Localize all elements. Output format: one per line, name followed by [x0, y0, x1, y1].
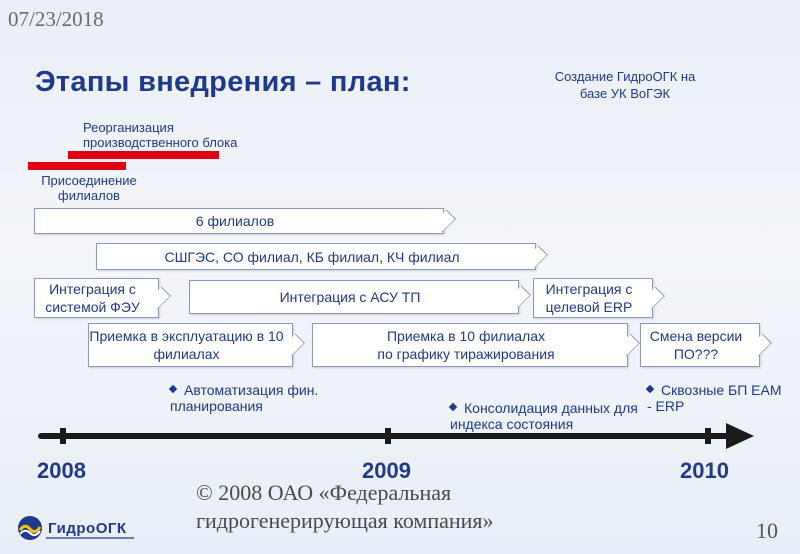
logo-emblem-icon [16, 514, 44, 542]
join-bar [28, 162, 126, 170]
milestone-eam-erp [647, 382, 787, 414]
bar-replication-label-1: Приемка в 10 филиалах [386, 328, 546, 344]
milestone-fin-planning-text: Автоматизация фин. планирования [170, 382, 319, 414]
bar-4-branches-label: СШГЭС, СО филиал, КБ филиал, КЧ филиал [164, 248, 460, 265]
bar-replication-label-2: по графику тиражирования [377, 346, 555, 362]
bar-feu-integration [34, 278, 159, 318]
reorg-bar [68, 151, 219, 159]
milestone-consolidation-text: Консолидация данных для индекса состояния [450, 400, 638, 432]
tick-2008 [60, 428, 66, 444]
slide-date: 07/23/2018 [8, 7, 104, 31]
tick-2010 [705, 428, 711, 444]
top-note: Создание ГидроОГК на базе УК ВоГЭК [554, 69, 696, 101]
year-2010: 2010 [680, 458, 729, 483]
bar-erp-integration [533, 278, 653, 318]
bar-acceptance-10-label: Приемка в эксплуатацию в 10 филиалах [89, 328, 284, 362]
bar-feu-integration-label: Интеграция с системой ФЭУ [45, 281, 140, 315]
company-logo [16, 513, 136, 543]
reorg-label: Реорганизация производственного блока [83, 120, 238, 150]
logo-underline [46, 537, 134, 539]
diamond-bullet-icon [169, 385, 177, 393]
year-2008: 2008 [37, 458, 86, 483]
bar-asu-integration [189, 280, 519, 314]
bar-6-branches [34, 208, 444, 234]
bar-asu-integration-label: Интеграция с АСУ ТП [279, 289, 421, 305]
diamond-bullet-icon [449, 403, 457, 411]
bar-6-branches-label: 6 филиалов [195, 213, 275, 229]
bar-replication [312, 323, 628, 367]
diamond-bullet-icon [646, 385, 654, 393]
bar-erp-integration-label: Интеграция с целевой ERP [545, 281, 633, 315]
year-2009: 2009 [362, 458, 411, 483]
page-number: 10 [756, 518, 778, 543]
milestone-fin-planning [170, 382, 370, 414]
arrow-head [617, 334, 640, 357]
bar-version-change [640, 323, 760, 367]
milestone-consolidation [450, 400, 660, 432]
milestone-eam-erp-text: Сквозные БП EAM - ERP [647, 382, 782, 414]
bar-4-branches [96, 243, 536, 270]
join-label: Присоединение филиалов [41, 173, 137, 203]
copyright: © 2008 ОАО «Федеральная гидрогенерирующая компания» [196, 480, 494, 533]
arrow-head [433, 210, 456, 233]
arrow-head [508, 286, 531, 309]
tick-2009 [385, 428, 391, 444]
arrow-head [525, 245, 548, 268]
bar-version-change-label: Смена версии ПО??? [649, 328, 743, 362]
timeline-arrow-icon [726, 423, 754, 449]
bar-acceptance-10 [88, 323, 293, 367]
logo-text: ГидроОГК [48, 519, 127, 537]
slide-title: Этапы внедрения – план: [35, 66, 411, 98]
